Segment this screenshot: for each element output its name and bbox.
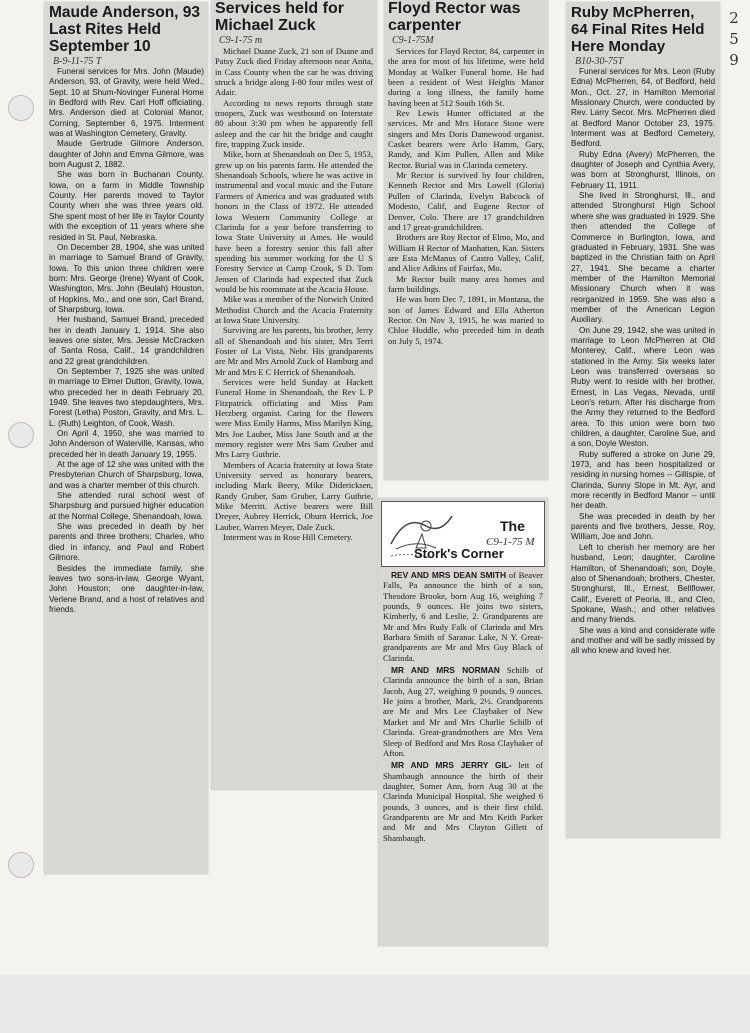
- announcement-text: lett of Shambaugh announce the birth of their daughter, Somer Ann, born Aug 30 at the Clarinda Municipal Hospital. She weighed 6 pounds, 3 ounces, and is their first child. Grandparents are Mr and Mrs Keith Parker and Mr and Mrs Clayton Gillett of Shambaugh.: [383, 760, 543, 843]
- paragraph: According to news reports through state troopers, Zuck was westbound on Interstate 80 about 3:30 pm when he apparently fell asleep and the car hit the bridge and caught fire, trapping Zuck inside.: [215, 97, 373, 150]
- paragraph: Interment was in Rose Hill Cemetery.: [223, 532, 353, 543]
- announcement-heading: MR AND MRS NORMAN: [391, 665, 500, 676]
- handwritten-date: B10-30-75T: [575, 56, 624, 67]
- paragraph: On April 4, 1950, she was married to John Anderson of Waterville, Kansas, who preceded her in death January 19, 1955.: [49, 429, 204, 459]
- paragraph: She lived in Stronghurst, Ill., and attended Stronghurst High School where she was graduated in 1929. She then attended the College of Commerce in Burlington, Iowa, and graduated in February, 1931. She was baptized in the Christian faith on April 27, 1941. She became a charter member of the Hamilton Memorial Missionary Church when it was reorganized in 1959. She was also a member of the American Legion Auxiliary.: [571, 191, 715, 325]
- paragraph: Services were held Sunday at Hackett Funeral Home in Shenandoah, the Rev L P Fitzpatrick officiating and Miss Pam Herzberg organist. Caring for the flowers were Miss Emily Harms, Miss Marilyn King, Mrs Joe Lauber, Miss Jane South and at the memory register were Mrs Sam Gruber and Mrs Larry Guthrie.: [215, 377, 373, 460]
- storks-corner-clipping: [378, 498, 548, 946]
- paragraph: Brothers are Roy Rector of Elmo, Mo, and William H Rector of Manhatten, Kan. Sisters are Esta McManus of Castro Valley, Calif, and Alice Adkins of Fairfax, Mo.: [388, 232, 544, 274]
- storks-corner-banner: [381, 501, 545, 567]
- headline: Services held for Michael Zuck: [215, 0, 344, 34]
- announcement-text: Schilb of Clarinda announce the birth of a son, Brian Jacob, Aug 27, weighing 9 pounds, 9 ounces. He joins a brother, Mark, 2½. Grandparents are Mr and Mrs Lee Claybaker of New Market and Mr and Mrs Charlie Schilb of Clarinda. Great-grandmothers are Mrs Vera Sleep of Bedford and Mrs Rosa Claybaker of Afton.: [383, 665, 543, 758]
- paragraph: Services for Floyd Rector, 84, carpenter in the area for most of his lifetime, were held Monday at Walker Funeral home. He had been a resident of West Heights Manor during a long illness, the family home having been at 512 South 16th St.: [388, 46, 544, 108]
- obituary-maude-anderson: [44, 2, 208, 874]
- storks-corner-title: Stork's Corner: [414, 546, 504, 561]
- binder-hole: [8, 422, 34, 448]
- storks-corner-the: The: [500, 518, 525, 534]
- paragraph: She was preceded in death by her parents and five brothers, Jesse, Roy, William, Joe and John.: [571, 511, 715, 542]
- binder-hole: [8, 852, 34, 878]
- birth-announcement: [383, 760, 543, 843]
- handwritten-date: C9-1-75 m: [219, 35, 263, 46]
- paragraph: On December 28, 1904, she was united in marriage to Samuel Brand of Gravity, Iowa. To this union three children were born: Mrs. George (Irene) Wyant of Cook, Washington, Mrs. John (Beulah) Houston, of Hopkins, Mo., and one son, Carl Brand, of Sharpsburg, Iowa.: [49, 242, 204, 314]
- birth-announcements: [383, 570, 543, 845]
- headline: Maude Anderson, 93 Last Rites Held September 10: [49, 4, 201, 55]
- paragraph: She was preceded in death by her parents and three brothers; Charles, who died in infancy, and Paul and Robert Gilmore.: [49, 522, 204, 563]
- paragraph: Mr Rector is survived by four children, Kenneth Rector and Mrs Lowell (Gloria) Pullen of Clarinda, Evelyn Babcock of Modesto, Calif, and Eugene Rector of Denver, Colo. There are 17 grandchildren and 17 great-grandchildren.: [388, 170, 544, 232]
- paragraph: Funeral services for Mrs. Leon (Ruby Edna) McPherren, 64, of Bedford, held Mon., Oct. 27, in Hamilton Memorial Missionary Church, were conducted by Rev. Larry Secor. Mrs. McPherren died at Bedford Manor October 23, 1975. Interment was at Bedford Cemetery, Bedford.: [571, 67, 715, 149]
- handwritten-date: C9-1-75 M: [486, 536, 535, 548]
- paragraph: Her husband, Samuel Brand, preceded her in death January 1, 1914. She also leaves one sister, Mrs. Jessie McCracken of Santa Rosa, Calif., 14 grandchildren and 22 great grandchildren.: [49, 315, 204, 366]
- article-body: [215, 46, 373, 543]
- headline: Floyd Rector was carpenter: [388, 0, 521, 34]
- paragraph: She attended rural school west of Sharpsburg and pursued higher education at the Normal College, Shenandoah, Iowa.: [49, 491, 204, 521]
- paragraph: Mr Rector built many area homes and farm buildings.: [388, 273, 544, 294]
- announcement-heading: MR AND MRS JERRY GIL-: [391, 760, 512, 771]
- paragraph: Funeral services for Mrs. John (Maude) Anderson, 93, of Gravity, were held Wed., Sept. 10 at Shum-Novinger Funeral Home in Bedford with Rev. Carl Hoff officiating. Mrs. Anderson died at Colonial Manor, Corning, September 6, 1975. Interment was at Washington Cemetery, Gravity.: [49, 67, 204, 139]
- article-body: [571, 67, 715, 657]
- binder-hole: [8, 95, 34, 121]
- paragraph: Besides the immediate family, she leaves two sons-in-law, George Wyant, John Houston; one daughter-in-law, Verlene Brand, and a host of relatives and friends.: [49, 563, 204, 614]
- handwritten-date: B-9-11-75 T: [53, 56, 102, 67]
- page-number: 2 5 9: [729, 9, 739, 69]
- paragraph: Mike was a member of the Norwich United Methodist Church and the Acacia Fraternity at Iowa State University.: [215, 294, 373, 325]
- article-body: [388, 46, 544, 346]
- paragraph: She was born in Buchanan County, Iowa, on a farm in Middle Township County. Her parents moved to Taylor County when she was three years old. She spent most of her life in Taylor County with the exception of 11 years where she resided in St. Paul, Nebraska.: [49, 170, 204, 242]
- birth-announcement: [383, 665, 543, 758]
- paragraph: He was born Dec 7, 1891, in Montana, the son of James Edward and Ella Atherton Rector. On Nov 3, 1915, he was maried to Chloe Huddle, who preceded him in death on July 5, 1974.: [388, 294, 544, 346]
- birth-announcement: [383, 570, 543, 663]
- paragraph: At the age of 12 she was united with the Presbyterian Church of Sharpsburg, Iowa, and was a charter member of this church.: [49, 460, 204, 490]
- paragraph: Members of Acacia fraternity at Iowa State University served as honorary bearers, including Mark Beery, Mike Didericksen, Randy Gruber, Sam Gruber, Larry Guthrie, Mike Merritt. Active bearers were Bill Dreyer, Aubrey Herrick, Oburn Herrick, Joe Lauber, Warren Meyer, Dale Zuck.: [215, 459, 373, 532]
- paragraph: Maude Gertrude Gilmore Anderson, daughter of John and Emma Gilmore, was born August 2, 1882.: [49, 139, 204, 170]
- paragraph: Rev Lewis Hunter officiated at the services. Mr and Mrs Horace Stone were singers and Mrs Doris Damewood organist. Casket bearers were Arlo Hamm, Gary, Randy, and Kim Pullen, Allen and Mike Rector. Burial was in Clarinda cemetery.: [388, 108, 544, 170]
- article-body: [49, 67, 204, 615]
- paragraph: Left to cherish her memory are her husband, Leon; daughter, Caroline Hamilton, of Shenandoah; son, Doyle, also of Shenandoah; brothers, Chester, Stronghurst, Ill., Ernest, Bellflower, Calif., Everett of Peoria, Ill., and Cleo, Spokane, Wash.; and other relatives and many friends.: [571, 542, 715, 625]
- obituary-floyd-rector: [384, 0, 548, 480]
- obituary-ruby-mcpherren: [566, 2, 720, 838]
- handwritten-date: C9-1-75M: [392, 35, 434, 46]
- headline: Ruby McPherren, 64 Final Rites Held Here Monday: [571, 4, 705, 55]
- paragraph: She was a kind and considerate wife and mother and will be sadly missed by all who knew and loved her.: [571, 625, 715, 656]
- paragraph: Mike, born at Shenandoah on Dec 5, 1953, grew up on his parents farm. He attended the Shenandoah Schools, where he was active in instrumental and vocal music and the Future Farmers of America and was graduated with honors in the Class of 1972. He attended Iowa Western Community College at Clarinda for a year before transferring to Iowa State University at Ames. He would have been a forestry senior this fall after spending his summer working for the U S Forestry Service at Camp Crook, S D. Tom Jensen of Clarinda had expected that Zuck would be his roommate at the Acacia House.: [215, 149, 373, 294]
- obituary-michael-zuck: [211, 0, 377, 790]
- paragraph: Ruby suffered a stroke on June 29, 1973, and has been hospitalized or residing in nursing homes -- Gillispie, of Clarinda, Sunny Slope in Mt. Ayr, and more recently in Bedford Manor -- until her death.: [571, 449, 715, 511]
- paragraph: Michael Duane Zuck, 21 son of Duane and Patsy Zuck died Friday afternoon near Anita, in Cass County when the car he was driving struck a bridge along I-80 four miles west of Adair.: [215, 46, 373, 98]
- announcement-text: of Beaver Falls, Pa announce the birth of a son, Theodore Brooke, born Aug 16, weighing 7 pounds, 9 ounces. He joins two sisters, Kimberly, 6 and Leslie, 2. Grandparents are Mr and Mrs Rudy Falk of Clarinda and Mrs Barbara Smith of Saranac Lake, N Y. Great-grandparents are Mr and Mrs Guy Black of Clarinda.: [383, 570, 543, 663]
- announcement-heading: REV AND MRS DEAN SMITH: [391, 570, 507, 580]
- paragraph: On September 7, 1925 she was united in marriage to Elmer Dutton, Gravity, Iowa, who preceded her in death February 20, 1949. She leaves two stepdaughters, Mrs. Forest (Letha) Poston, Gravity, and Mrs. L. L. (Ruth) Leighton, of Cook, Wash.: [49, 366, 204, 428]
- paragraph: Surviving are his parents, his brother, Jerry all of Shenandoah and his sister, Mrs Terri Foster of La Vista, Nebr. His grandparents are Mr and Mrs Arnold Zuck of Hamburg and Mr and Mrs E C Herrick of Shenandoah.: [215, 325, 373, 377]
- paragraph: Ruby Edna (Avery) McPherren, the daughter of Joseph and Cynthia Avery, was born at Stronghurst, Illinois, on February 11, 1911.: [571, 149, 715, 190]
- paragraph: On June 29, 1942, she was united in marriage to Leon McPherren at Old Monterey, Calif., where Leon was stationed in the Army. Six weeks later Leon was transferred overseas so Ruby went to reside with her brother, Ernest, in Las Vegas, Nevada, until Leon's return. After his discharge from the Army they returned to the Bedford area. To this union were born two children, a daughter, Caroline Sue, and a son, Doyle Weston.: [571, 325, 715, 449]
